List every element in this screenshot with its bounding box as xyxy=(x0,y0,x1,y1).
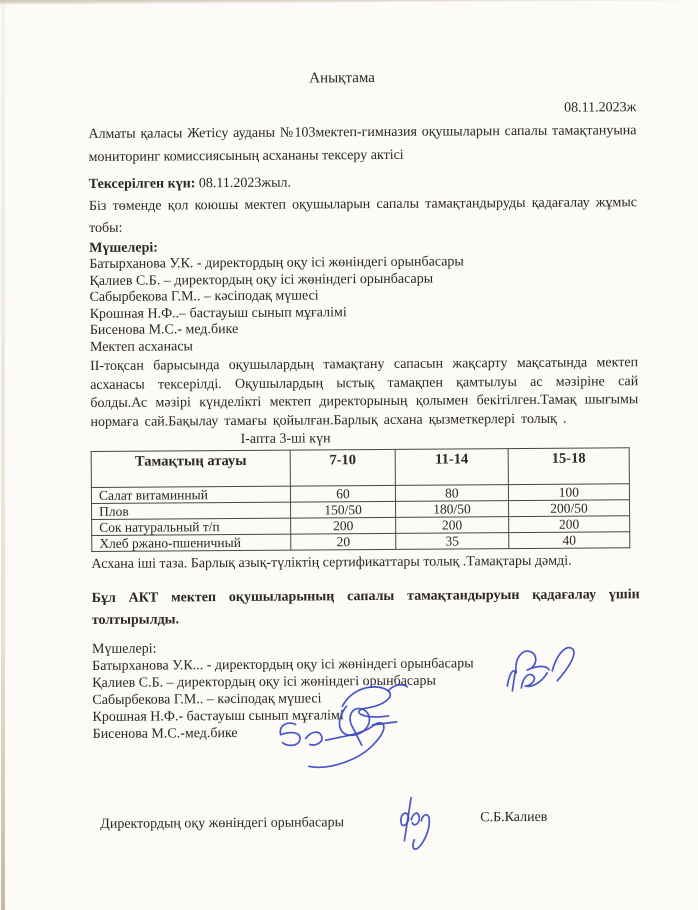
signature-director-deputy xyxy=(381,793,443,861)
signature-bisenova xyxy=(271,716,406,773)
member-signature-line xyxy=(92,654,640,675)
table-header-cell: 11-14 xyxy=(395,449,508,486)
members-heading: Мүшелері: xyxy=(89,240,158,256)
table-cell-dish: Хлеб ржано-пшеничный xyxy=(92,534,291,551)
table-cell: 200 xyxy=(291,517,396,534)
footer-signatory-name: С.Б.Калиев xyxy=(480,809,548,826)
checked-date-line xyxy=(89,172,637,193)
table-cell-dish: Сок натуральный т/п xyxy=(92,518,291,535)
table-cell: 20 xyxy=(291,533,396,550)
signature-kaliev xyxy=(500,664,555,696)
table-caption: І-апта 3-ші күн xyxy=(240,431,331,447)
table-header-cell: Тамақтың атауы xyxy=(91,450,290,487)
member-name: Батырханова У.К... - директордың оқу ісі жөніндегі орынбасары xyxy=(92,656,474,674)
document-content xyxy=(88,68,642,885)
preamble-paragraph: Біз төменде қол коюшы мектеп оқушыларын сапалы тамақтандыруды қадағалау жұмыс тобы: xyxy=(88,195,637,236)
document-date: 08.11.2023ж xyxy=(564,100,637,116)
act-statement: Бұл АКТ мектеп оқушыларының сапалы тамақтандыруын қадағалау үшін толтырылды. xyxy=(91,587,640,628)
member-line: Крошная Н.Ф..– бастауыш сынып мұғалімі xyxy=(89,304,347,322)
table-cell: 200 xyxy=(509,516,630,533)
member-name: Крошная Н.Ф.- бастауыш сынып мұғалімі xyxy=(92,708,344,725)
after-table-note: Асхана іші таза. Барлық азық-түліктің сертификаттары толық .Тамақтары дәмді. xyxy=(91,553,572,572)
table-cell: 60 xyxy=(290,485,395,502)
member-line: Қалиев С.Б. – директордың оқу ісі жөніндегі орынбасары xyxy=(89,271,434,289)
document-title: Анықтама xyxy=(309,69,375,87)
table-header-cell: 15-18 xyxy=(508,448,629,485)
member-line: Сабырбекова Г.М.. – кәсіподақ мүшесі xyxy=(89,288,319,305)
member-signature-line xyxy=(93,722,641,743)
table-cell: 180/50 xyxy=(395,501,508,518)
menu-table xyxy=(91,447,631,552)
members2-heading: Мүшелері: xyxy=(91,641,157,657)
footer-signature-block xyxy=(93,801,642,885)
intro-paragraph: Алматы қаласы Жетісу ауданы №103мектеп-гимназия оқушыларын сапалы тамақтануына мониторинг комиссиясының асхананы тексеру актісі xyxy=(88,123,637,165)
member-name: Қалиев С.Б. – директордың оқу ісі жөніндегі орынбасары xyxy=(92,673,436,691)
table-header-row xyxy=(91,448,629,488)
member-name: Сабырбекова Г.М.. – кәсіподақ мүшесі xyxy=(92,691,322,708)
table-cell: 40 xyxy=(509,532,630,549)
member-line: Батырханова У.К. - директордың оқу ісі жөніндегі орынбасары xyxy=(89,254,464,272)
footer-position-title: Директордың оқу жөніндегі орынбасары xyxy=(100,815,345,832)
table-cell-dish: Салат витаминный xyxy=(91,486,290,503)
member-line: Бисенова М.С.- мед.бике xyxy=(89,321,239,338)
table-row xyxy=(92,532,630,552)
table-header-cell: 7-10 xyxy=(290,449,395,486)
checked-date-value: 08.11.2023жыл. xyxy=(195,175,292,192)
member-name: Бисенова М.С.-мед.бике xyxy=(92,725,238,742)
checked-date-label: Тексерілген күн: xyxy=(88,176,196,192)
table-cell: 200/50 xyxy=(508,500,629,517)
scan-left-edge-artifact xyxy=(1,0,5,910)
table-cell: 150/50 xyxy=(291,501,396,518)
member-line: Мектеп асханасы xyxy=(89,338,194,355)
table-cell: 35 xyxy=(396,533,509,550)
table-cell: 80 xyxy=(395,485,508,502)
table-cell: 100 xyxy=(508,484,629,501)
table-cell-dish: Плов xyxy=(92,502,291,519)
table-cell: 200 xyxy=(396,517,509,534)
body-paragraph: ІІ-тоқсан барысында оқушылардың тамақтану сапасын жақсарту мақсатында мектеп асханасы тексерілді. Оқушылардың ыстық тамақпен қамтылуы ас мәзіріне сай болды.Ас мәзірі күнделікті мектеп директорының қолымен бекітілген.Тамақ шығымы нормаға сай.Бақылау тамағы қойылған.Барлық асхана қызметкерлері толық . xyxy=(90,355,639,430)
scan-top-edge-artifact xyxy=(0,0,698,5)
